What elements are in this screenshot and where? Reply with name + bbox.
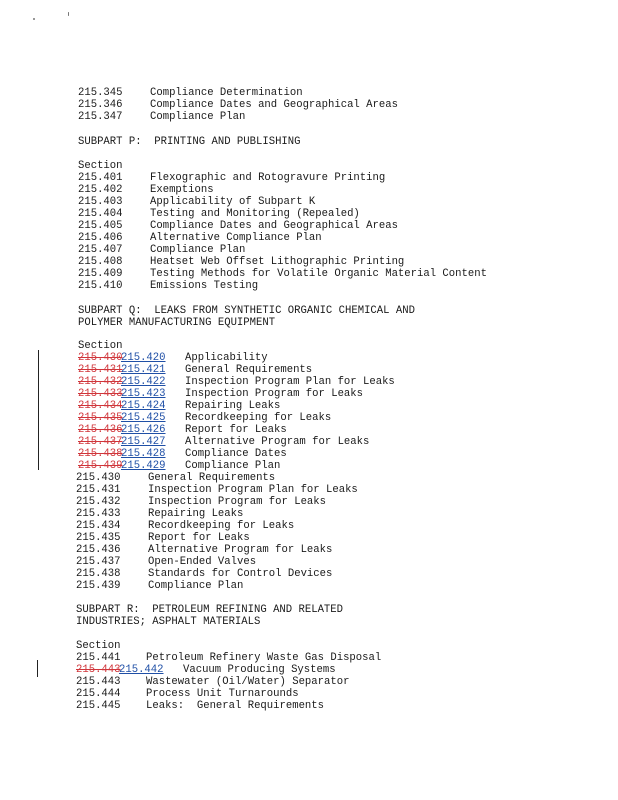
toc-entry — [78, 280, 259, 292]
section-number: 215.443 — [76, 676, 121, 688]
toc-entry — [76, 652, 382, 664]
section-number: 215.431 — [76, 484, 121, 496]
revised-toc-entry — [78, 352, 268, 364]
section-number: 215.346 — [78, 99, 123, 111]
toc-entry — [78, 172, 386, 184]
toc-entry — [76, 472, 276, 484]
section-title: Alternative Compliance Plan — [150, 232, 322, 244]
section-number: 215.410 — [78, 280, 123, 292]
deleted-section-number: 215.430 — [78, 352, 123, 364]
toc-entry — [76, 496, 327, 508]
section-number: 215.445 — [76, 700, 121, 712]
revised-toc-entry — [78, 376, 395, 388]
section-title: Report for Leaks — [148, 532, 250, 544]
deleted-section-number: 215.435 — [78, 412, 123, 424]
inserted-section-number: 215.428 — [121, 448, 166, 460]
section-title: Inspection Program Plan for Leaks — [148, 484, 358, 496]
toc-entry — [76, 700, 325, 712]
change-bar — [38, 350, 39, 470]
section-title: Vacuum Producing Systems — [183, 664, 336, 676]
revised-toc-entry — [78, 388, 364, 400]
inserted-section-number: 215.422 — [121, 376, 166, 388]
section-label: Section — [76, 640, 121, 652]
section-title: Alternative Program for Leaks — [148, 544, 333, 556]
revised-toc-entry — [78, 412, 332, 424]
deleted-section-number: 215.438 — [78, 448, 123, 460]
section-title: Compliance Plan — [150, 244, 246, 256]
inserted-section-number: 215.421 — [121, 364, 166, 376]
toc-entry — [78, 99, 398, 111]
deleted-section-number: 215.434 — [78, 400, 123, 412]
revised-toc-entry — [78, 460, 281, 472]
section-title: Applicability of Subpart K — [150, 196, 316, 208]
section-number: 215.347 — [78, 111, 123, 123]
section-label: Section — [78, 160, 123, 172]
section-title: Compliance Plan — [150, 111, 246, 123]
change-bar — [37, 660, 38, 677]
scan-speck — [33, 18, 35, 20]
revised-toc-entry — [78, 448, 287, 460]
inserted-section-number: 215.420 — [121, 352, 166, 364]
section-title: Compliance Plan — [185, 460, 281, 472]
section-number: 215.437 — [76, 556, 121, 568]
toc-entry — [76, 544, 333, 556]
section-number: 215.432 — [76, 496, 121, 508]
deleted-section-number: 215.433 — [78, 388, 123, 400]
toc-entry — [78, 208, 360, 220]
section-number: 215.444 — [76, 688, 121, 700]
toc-entry — [76, 508, 244, 520]
section-title: Flexographic and Rotogravure Printing — [150, 172, 386, 184]
section-title: Heatset Web Offset Lithographic Printing — [150, 256, 405, 268]
section-title: Leaks: General Requirements — [146, 700, 325, 712]
subpart-r-heading-line2: INDUSTRIES; ASPHALT MATERIALS — [76, 616, 261, 628]
section-title: Report for Leaks — [185, 424, 287, 436]
subpart-p-heading: SUBPART P: PRINTING AND PUBLISHING — [78, 136, 301, 148]
section-title: Compliance Plan — [148, 580, 244, 592]
section-title: Inspection Program Plan for Leaks — [185, 376, 395, 388]
section-title: Open-Ended Valves — [148, 556, 257, 568]
inserted-section-number: 215.424 — [121, 400, 166, 412]
toc-entry — [78, 111, 246, 123]
inserted-section-number: 215.423 — [121, 388, 166, 400]
subpart-q-heading-line2: POLYMER MANUFACTURING EQUIPMENT — [78, 317, 276, 329]
inserted-section-number: 215.442 — [119, 664, 164, 676]
section-number: 215.403 — [78, 196, 123, 208]
deleted-section-number: 215.431 — [78, 364, 123, 376]
toc-entry — [76, 520, 295, 532]
deleted-section-number: 215.432 — [78, 376, 123, 388]
section-title: Process Unit Turnarounds — [146, 688, 299, 700]
toc-entry — [76, 568, 333, 580]
deleted-section-number: 215.436 — [78, 424, 123, 436]
toc-entry — [76, 484, 358, 496]
section-title: Inspection Program for Leaks — [148, 496, 327, 508]
section-number: 215.406 — [78, 232, 123, 244]
toc-entry — [76, 688, 299, 700]
section-title: Exemptions — [150, 184, 214, 196]
deleted-section-number: 215.443 — [76, 664, 121, 676]
section-title: Testing and Monitoring (Repealed) — [150, 208, 360, 220]
deleted-section-number: 215.437 — [78, 436, 123, 448]
section-title: Wastewater (Oil/Water) Separator — [146, 676, 350, 688]
section-number: 215.402 — [78, 184, 123, 196]
section-title: Petroleum Refinery Waste Gas Disposal — [146, 652, 382, 664]
toc-entry — [78, 256, 405, 268]
revised-toc-entry — [76, 664, 336, 676]
section-title: Testing Methods for Volatile Organic Material Content — [150, 268, 487, 280]
section-title: Compliance Determination — [150, 87, 303, 99]
section-number: 215.434 — [76, 520, 121, 532]
revised-toc-entry — [78, 364, 313, 376]
toc-entry — [76, 676, 350, 688]
section-title: Applicability — [185, 352, 268, 364]
section-number: 215.436 — [76, 544, 121, 556]
section-title: Inspection Program for Leaks — [185, 388, 364, 400]
toc-entry — [78, 244, 246, 256]
toc-entry — [76, 556, 257, 568]
section-title: General Requirements — [148, 472, 276, 484]
subpart-q-heading: SUBPART Q: LEAKS FROM SYNTHETIC ORGANIC CHEMICAL AND — [78, 305, 415, 317]
section-title: General Requirements — [185, 364, 313, 376]
inserted-section-number: 215.427 — [121, 436, 166, 448]
revised-toc-entry — [78, 400, 281, 412]
section-number: 215.401 — [78, 172, 123, 184]
section-number: 215.439 — [76, 580, 121, 592]
toc-entry — [78, 87, 303, 99]
toc-entry — [78, 220, 398, 232]
section-title: Recordkeeping for Leaks — [185, 412, 332, 424]
toc-entry — [76, 580, 244, 592]
section-number: 215.408 — [78, 256, 123, 268]
section-number: 215.430 — [76, 472, 121, 484]
toc-entry — [76, 532, 250, 544]
section-title: Compliance Dates and Geographical Areas — [150, 220, 398, 232]
deleted-section-number: 215.439 — [78, 460, 123, 472]
section-title: Standards for Control Devices — [148, 568, 333, 580]
toc-entry — [78, 196, 316, 208]
section-number: 215.433 — [76, 508, 121, 520]
section-number: 215.405 — [78, 220, 123, 232]
section-label: Section — [78, 340, 123, 352]
subpart-r-heading: SUBPART R: PETROLEUM REFINING AND RELATED — [76, 604, 344, 616]
inserted-section-number: 215.429 — [121, 460, 166, 472]
section-title: Compliance Dates — [185, 448, 287, 460]
section-title: Repairing Leaks — [185, 400, 281, 412]
section-number: 215.345 — [78, 87, 123, 99]
section-title: Recordkeeping for Leaks — [148, 520, 295, 532]
section-number: 215.441 — [76, 652, 121, 664]
toc-entry — [78, 184, 214, 196]
section-number: 215.409 — [78, 268, 123, 280]
inserted-section-number: 215.426 — [121, 424, 166, 436]
toc-entry — [78, 232, 322, 244]
section-title: Alternative Program for Leaks — [185, 436, 370, 448]
scan-speck — [68, 12, 69, 16]
section-number: 215.407 — [78, 244, 123, 256]
section-title: Compliance Dates and Geographical Areas — [150, 99, 398, 111]
section-number: 215.404 — [78, 208, 123, 220]
section-number: 215.435 — [76, 532, 121, 544]
section-title: Repairing Leaks — [148, 508, 244, 520]
section-number: 215.438 — [76, 568, 121, 580]
section-title: Emissions Testing — [150, 280, 259, 292]
revised-toc-entry — [78, 436, 370, 448]
toc-entry — [78, 268, 487, 280]
inserted-section-number: 215.425 — [121, 412, 166, 424]
revised-toc-entry — [78, 424, 287, 436]
